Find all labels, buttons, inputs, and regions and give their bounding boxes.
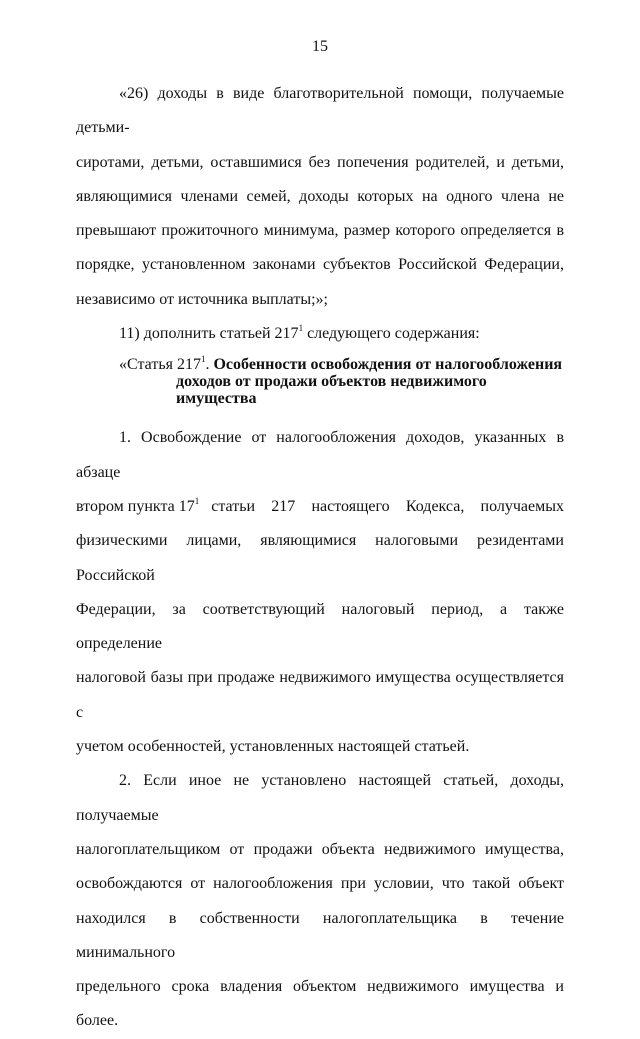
text-line: превышают прожиточного минимума, размер которого определяется в [76, 222, 564, 240]
text-line: освобождаются от налогообложения при условии, что такой объект [76, 875, 564, 893]
document-body [76, 77, 564, 1039]
paragraph-item-11 [76, 317, 564, 351]
text-line: физическими лицами, являющимися налоговыми резидентами Российской [76, 532, 564, 584]
text-line: «26) доходы в виде благотворительной помощи, получаемые детьми- [76, 85, 564, 137]
article-label: «Статья 217 [119, 356, 201, 374]
article-number [119, 356, 213, 373]
text-line: сиротами, детьми, оставшимися без попечения родителей, и детьми, [76, 153, 564, 171]
text-fragment: следующего содержания: [303, 325, 480, 343]
text-line: порядке, установленном законами субъектов Российской Федерации, [76, 256, 564, 274]
article-title-line-2: доходов от продажи объектов недвижимого [176, 373, 487, 391]
text-fragment [76, 490, 199, 524]
text-line: предельного срока владения объектом недвижимого имущества и более. [76, 978, 564, 1030]
article-heading [76, 356, 564, 407]
text-fragment: втором пункта 17 [76, 497, 195, 515]
article-title-line-3: имущества [176, 390, 257, 408]
text-line: 1. Освобождение от налогообложения доходов, указанных в абзаце [76, 429, 564, 481]
clause-2 [76, 764, 564, 1038]
article-title-line-1: Особенности освобождения от налогообложения [213, 356, 563, 374]
text-line: налогоплательщиком от продажи объекта недвижимого имущества, [76, 840, 564, 858]
text-fragment: 11) дополнить статьей 217 [119, 325, 299, 343]
text-fragment: статьи 217 настоящего Кодекса, получаемых [211, 497, 564, 515]
text-line: являющимися членами семей, доходы которых на одного члена не [76, 187, 564, 205]
superscript: 1 [194, 495, 200, 506]
page-number: 15 [312, 38, 328, 55]
superscript: 1 [200, 354, 206, 365]
article-dot: . [205, 356, 214, 374]
text-line: налоговой базы при продаже недвижимого имущества осуществляется с [76, 669, 564, 721]
text-line [76, 490, 564, 524]
clause-1 [76, 421, 564, 764]
paragraph-26 [76, 77, 564, 317]
superscript: 1 [298, 323, 304, 334]
text-line: находился в собственности налогоплательщика в течение минимального [76, 909, 564, 961]
text-line: 2. Если иное не установлено настоящей статьей, доходы, получаемые [76, 772, 564, 824]
text-line: Федерации, за соответствующий налоговый период, а также определение [76, 600, 564, 653]
text-line: учетом особенностей, установленных настоящей статьей. [76, 738, 470, 756]
text-line: независимо от источника выплаты;»; [76, 290, 328, 308]
